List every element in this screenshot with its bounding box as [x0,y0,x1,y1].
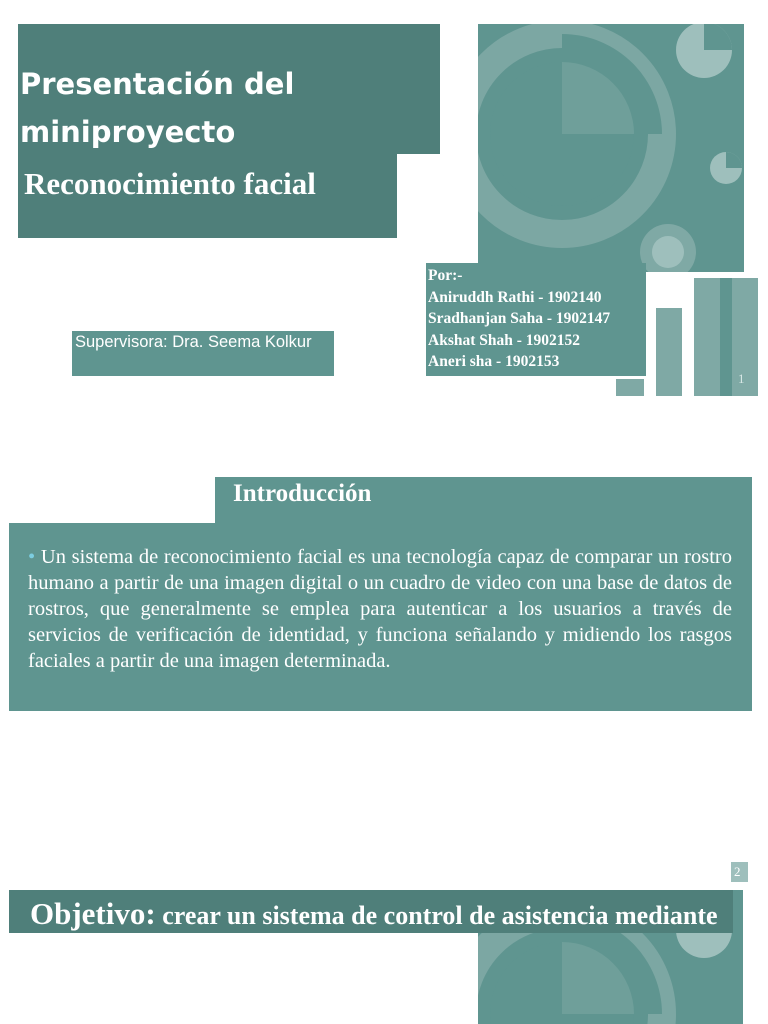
decorative-bar [694,278,720,396]
slide-title: Presentación del miniproyecto [20,67,295,149]
author-item: Sradhanjan Saha - 1902147 [428,310,611,327]
author-item: Aneri sha - 1902153 [428,353,560,370]
authors-label: Por:- [428,267,463,284]
intro-heading: Introducción [233,480,372,507]
author-item: Akshat Shah - 1902152 [428,331,581,349]
page-number: 2 [734,864,741,879]
author-item: Aniruddh Rathi - 1902140 [428,288,602,306]
objective-label: Objetivo: [30,896,156,931]
page-number: 1 [738,371,745,386]
intro-paragraph [28,544,732,674]
decorative-bar-gap [720,278,732,396]
objective-description: crear un sistema de control de asistencia mediante reconocimiento facial [30,901,718,973]
supervisor-text: Supervisora: Dra. Seema Kolkur [75,333,312,351]
decorative-panel [478,24,744,272]
decorative-circles-graphic [478,24,744,272]
intro-body-text: Un sistema de reconocimiento facial es una tecnología capaz de comparar un rostro humano a partir de una imagen digital o un cuadro de video con una base de datos de rostros, que generalmente se emplea para autenticar a los usuarios a través de servicios de verificación de identidad, y funciona señalando y midiendo los rasgos faciales a partir de una imagen determinada. [28,546,733,672]
slide-subtitle: Reconocimiento facial [24,166,316,201]
authors-list [428,265,610,373]
decorative-bar [656,308,682,396]
bullet-icon: • [28,546,36,568]
decorative-bar [732,278,758,396]
objective-text [30,892,730,980]
